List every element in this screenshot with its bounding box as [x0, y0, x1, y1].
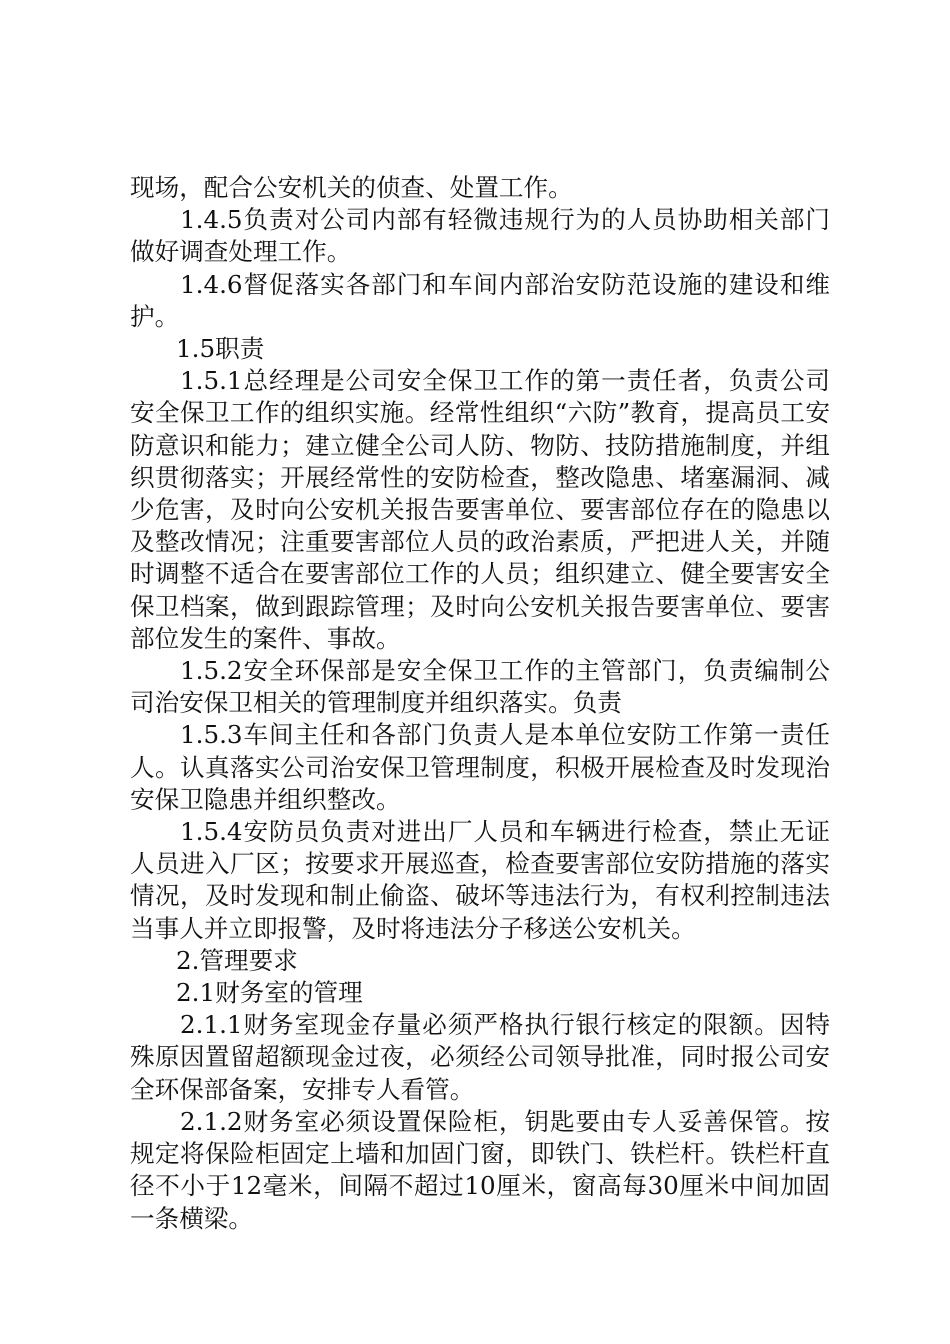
paragraph-continuation: 现场，配合公安机关的侦查、处置工作。 — [130, 173, 573, 202]
heading-1-5: 1.5职责 — [176, 334, 265, 364]
paragraph-1-4-5: 1.4.5负责对公司内部有轻微违规行为的人员协助相关部门做好调查处理工作。 — [130, 205, 830, 267]
paragraph-2-1-1: 2.1.1财务室现金存量必须严格执行银行核定的限额。因特殊原因置留超额现金过夜，必须经公司领导批准，同时报公司安全环保部备案，安排专人看管。 — [130, 1010, 830, 1104]
paragraph-2-1-2: 2.1.2财务室必须设置保险柜，钥匙要由专人妥善保管。按规定将保险柜固定上墙和加固门窗，即铁门、铁栏杆。铁栏杆直径不小于12毫米，间隔不超过10厘米，窗高每30厘米中间加固一条横梁。 — [130, 1106, 830, 1233]
paragraph-1-4-6: 1.4.6督促落实各部门和车间内部治安防范设施的建设和维护。 — [130, 269, 830, 331]
paragraph-1-5-4: 1.5.4安防员负责对进出厂人员和车辆进行检查，禁止无证人员进入厂区；按要求开展巡查，检查要害部位安防措施的落实情况，及时发现和制止偷盗、破坏等违法行为，有权利控制违法当事人并立即报警，及时将违法分子移送公安机关。 — [130, 817, 830, 943]
paragraph-1-5-2: 1.5.2安全环保部是安全保卫工作的主管部门，负责编制公司治安保卫相关的管理制度并组织落实。负责 — [130, 656, 830, 718]
paragraph-1-5-1: 1.5.1总经理是公司安全保卫工作的第一责任者，负责公司安全保卫工作的组织实施。经常性组织“六防”教育，提高员工安防意识和能力；建立健全公司人防、物防、技防措施制度，并组织贯彻落实；开展经常性的安防检查，整改隐患、堵塞漏洞、减少危害，及时向公安机关报告要害单位、要害部位存在的隐患以及整改情况；注重要害部位人员的政治素质，严把进人关，并随时调整不适合在要害部位工作的人员；组织建立、健全要害安全保卫档案，做到跟踪管理；及时向公安机关报告要害单位、要害部位发生的案件、事故。 — [130, 366, 830, 653]
paragraph-1-5-3: 1.5.3车间主任和各部门负责人是本单位安防工作第一责任人。认真落实公司治安保卫管理制度，积极开展检查及时发现治安保卫隐患并组织整改。 — [130, 720, 830, 814]
document-page — [130, 172, 830, 1235]
heading-2-1: 2.1财务室的管理 — [176, 978, 363, 1008]
heading-2: 2.管理要求 — [176, 945, 298, 975]
